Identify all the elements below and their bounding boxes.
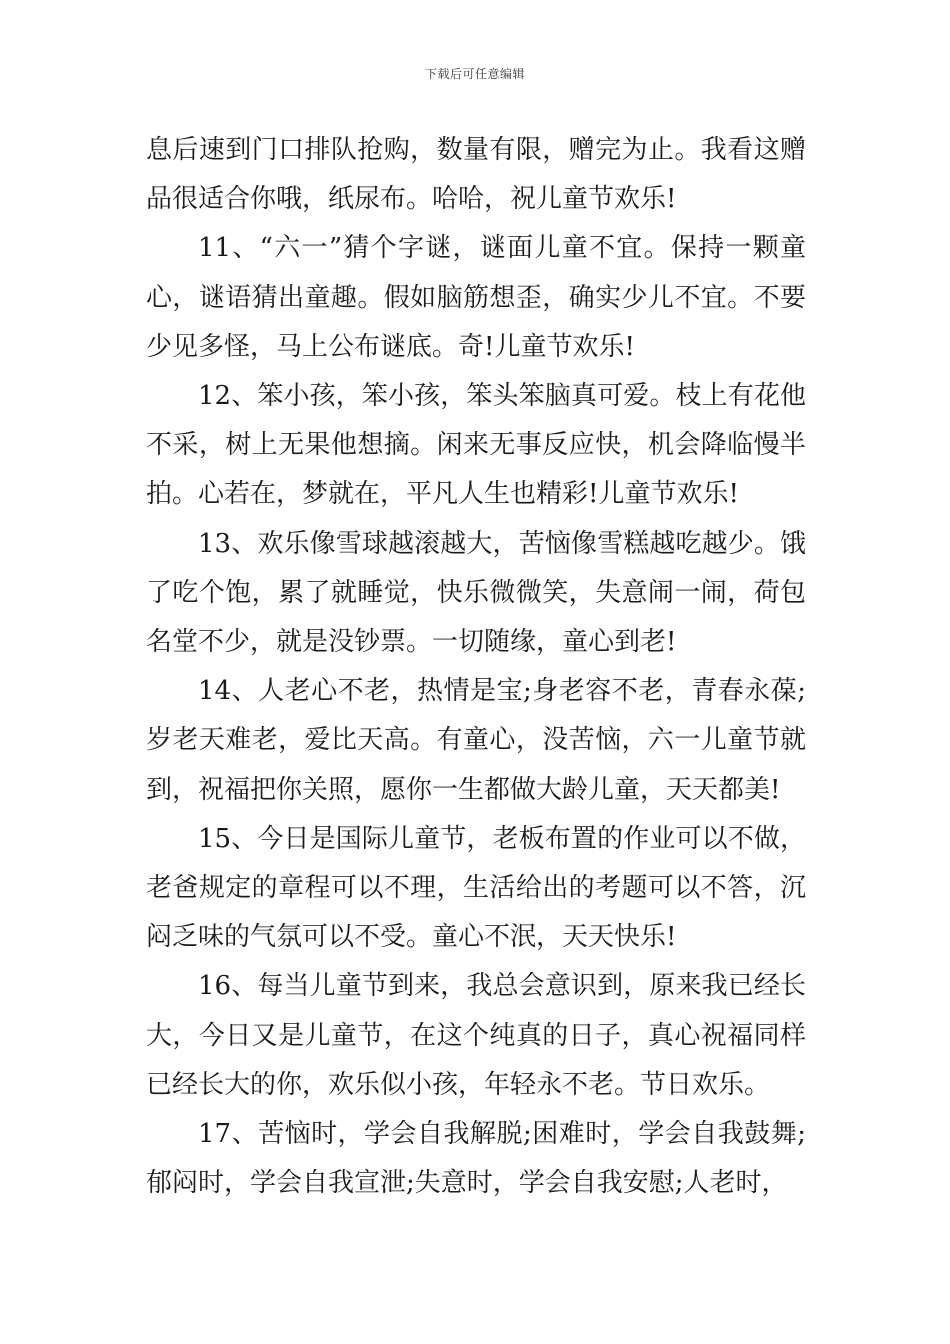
page-header: 下载后可任意编辑	[424, 67, 525, 81]
document-body	[146, 126, 806, 1208]
paragraph-17: 17、苦恼时，学会自我解脱;困难时，学会自我鼓舞;郁闷时，学会自我宣泄;失意时，学会自我安慰;人老时，	[146, 1119, 806, 1199]
paragraph-15: 15、今日是国际儿童节，老板布置的作业可以不做，老爸规定的章程可以不理，生活给出的考题可以不答，沉闷乏味的气氛可以不受。童心不泯，天天快乐!	[146, 823, 806, 953]
paragraph-12: 12、笨小孩，笨小孩，笨头笨脑真可爱。枝上有花他不采，树上无果他想摘。闲来无事反应快，机会降临慢半拍。心若在，梦就在，平凡人生也精彩!儿童节欢乐!	[146, 381, 806, 510]
paragraph-continued: 息后速到门口排队抢购，数量有限，赠完为止。我看这赠品很适合你哦，纸尿布。哈哈，祝儿童节欢乐!	[146, 135, 806, 215]
paragraph-13: 13、欢乐像雪球越滚越大，苦恼像雪糕越吃越少。饿了吃个饱，累了就睡觉，快乐微微笑，失意闹一闹，荷包名堂不少，就是没钞票。一切随缘，童心到老!	[146, 528, 806, 658]
paragraph-14: 14、人老心不老，热情是宝;身老容不老，青春永葆;岁老天难老，爱比天高。有童心，没苦恼，六一儿童节就到，祝福把你关照，愿你一生都做大龄儿童，天天都美!	[146, 676, 806, 805]
paragraph-11: 11、“六一”猜个字谜，谜面儿童不宜。保持一颗童心，谜语猜出童趣。假如脑筋想歪，确实少儿不宜。不要少见多怪，马上公布谜底。奇!儿童节欢乐!	[146, 233, 806, 362]
paragraph-16: 16、每当儿童节到来，我总会意识到，原来我已经长大，今日又是儿童节，在这个纯真的日子，真心祝福同样已经长大的你，欢乐似小孩，年轻永不老。节日欢乐。	[146, 971, 806, 1100]
